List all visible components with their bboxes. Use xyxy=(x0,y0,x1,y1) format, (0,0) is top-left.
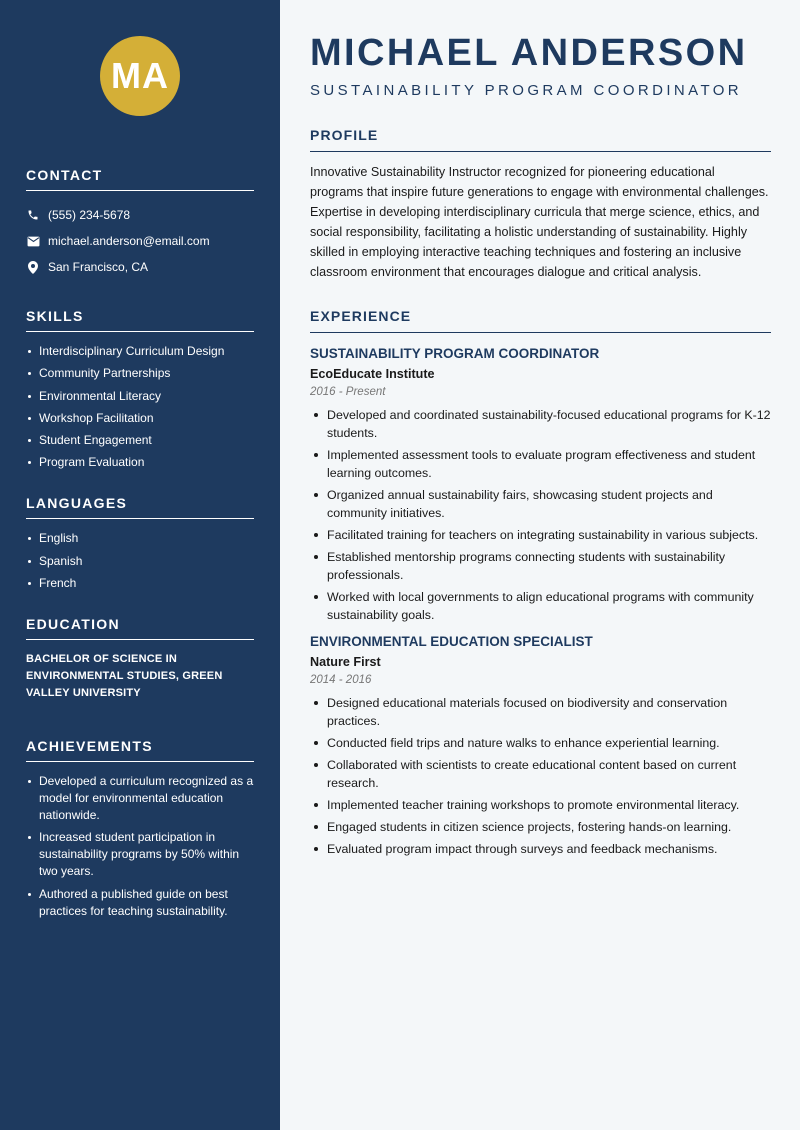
phone-text: (555) 234-5678 xyxy=(48,208,131,222)
language-item: French xyxy=(26,575,254,592)
job-bullet: Collaborated with scientists to create educational content based on current research. xyxy=(310,756,771,792)
profile-section xyxy=(310,127,771,282)
contact-location xyxy=(26,254,254,280)
job-dates: 2014 - 2016 xyxy=(310,674,372,686)
language-item: English xyxy=(26,530,254,547)
achievements-section xyxy=(26,738,254,920)
main-content xyxy=(280,0,800,1130)
skill-item: Interdisciplinary Curriculum Design xyxy=(26,343,254,360)
skill-item: Program Evaluation xyxy=(26,454,254,471)
experience-section xyxy=(310,308,771,858)
experience-heading: EXPERIENCE xyxy=(310,308,771,333)
skills-heading: SKILLS xyxy=(26,308,254,332)
phone-icon xyxy=(26,208,40,222)
education-section xyxy=(26,616,254,702)
job-bullet: Conducted field trips and nature walks to enhance experiential learning. xyxy=(310,734,771,752)
achievements-list xyxy=(26,773,254,920)
achievement-item: Authored a published guide on best practices for teaching sustainability. xyxy=(26,886,254,920)
skill-item: Community Partnerships xyxy=(26,365,254,382)
languages-section xyxy=(26,495,254,592)
contact-section xyxy=(26,167,254,280)
sidebar xyxy=(0,0,280,1130)
mail-icon xyxy=(26,234,40,248)
achievements-heading: ACHIEVEMENTS xyxy=(26,738,254,762)
languages-list xyxy=(26,530,254,592)
skill-item: Workshop Facilitation xyxy=(26,410,254,427)
job-bullet: Engaged students in citizen science projects, fostering hands-on learning. xyxy=(310,818,771,836)
education-heading: EDUCATION xyxy=(26,616,254,640)
job-bullet: Organized annual sustainability fairs, showcasing student projects and community initiatives. xyxy=(310,486,771,522)
contact-heading: CONTACT xyxy=(26,167,254,191)
location-text: San Francisco, CA xyxy=(48,260,149,274)
job-bullet: Established mentorship programs connecting students with sustainability professionals. xyxy=(310,548,771,584)
job-entry xyxy=(310,346,771,624)
job-bullet: Facilitated training for teachers on integrating sustainability in various subjects. xyxy=(310,526,771,544)
profile-text: Innovative Sustainability Instructor recognized for pioneering educational programs that inspire future generations to engage with environmental challenges. Expertise in developing interdisciplinary curricula that merge science, ethics, and social responsibility, facilitating a holistic understanding of sustainability. Highly skilled in employing interactive teaching techniques and fostering an inclusive classroom environment that encourages dialogue and critical analysis. xyxy=(310,165,769,279)
achievement-item: Developed a curriculum recognized as a model for environmental education nationwide. xyxy=(26,773,254,824)
skill-item: Student Engagement xyxy=(26,432,254,449)
job-title: ENVIRONMENTAL EDUCATION SPECIALIST xyxy=(310,634,593,649)
candidate-name: MICHAEL ANDERSON xyxy=(310,32,748,74)
job-dates: 2016 - Present xyxy=(310,386,386,398)
job-bullets xyxy=(310,694,771,858)
contact-phone xyxy=(26,202,254,228)
job-company: EcoEducate Institute xyxy=(310,367,435,381)
achievement-item: Increased student participation in sustainability programs by 50% within two years. xyxy=(26,829,254,880)
skill-item: Environmental Literacy xyxy=(26,388,254,405)
job-bullet: Implemented teacher training workshops to promote environmental literacy. xyxy=(310,796,771,814)
education-degree: BACHELOR OF SCIENCE IN ENVIRONMENTAL STUDIES, GREEN VALLEY UNIVERSITY xyxy=(26,653,223,700)
job-bullet: Evaluated program impact through surveys and feedback mechanisms. xyxy=(310,840,771,858)
job-entry xyxy=(310,634,771,858)
email-text: michael.anderson@email.com xyxy=(48,234,210,248)
job-company: Nature First xyxy=(310,655,381,669)
language-item: Spanish xyxy=(26,553,254,570)
avatar: MA xyxy=(100,36,180,116)
contact-email xyxy=(26,228,254,254)
job-bullet: Designed educational materials focused on biodiversity and conservation practices. xyxy=(310,694,771,730)
job-bullets xyxy=(310,406,771,624)
candidate-title: SUSTAINABILITY PROGRAM COORDINATOR xyxy=(310,82,743,99)
location-pin-icon xyxy=(26,260,40,274)
skills-section xyxy=(26,308,254,471)
job-bullet: Developed and coordinated sustainability-focused educational programs for K-12 students. xyxy=(310,406,771,442)
job-bullet: Worked with local governments to align educational programs with community sustainability goals. xyxy=(310,588,771,624)
languages-heading: LANGUAGES xyxy=(26,495,254,519)
skills-list xyxy=(26,343,254,471)
job-title: SUSTAINABILITY PROGRAM COORDINATOR xyxy=(310,346,600,361)
job-bullet: Implemented assessment tools to evaluate program effectiveness and student learning outcomes. xyxy=(310,446,771,482)
profile-heading: PROFILE xyxy=(310,127,771,152)
